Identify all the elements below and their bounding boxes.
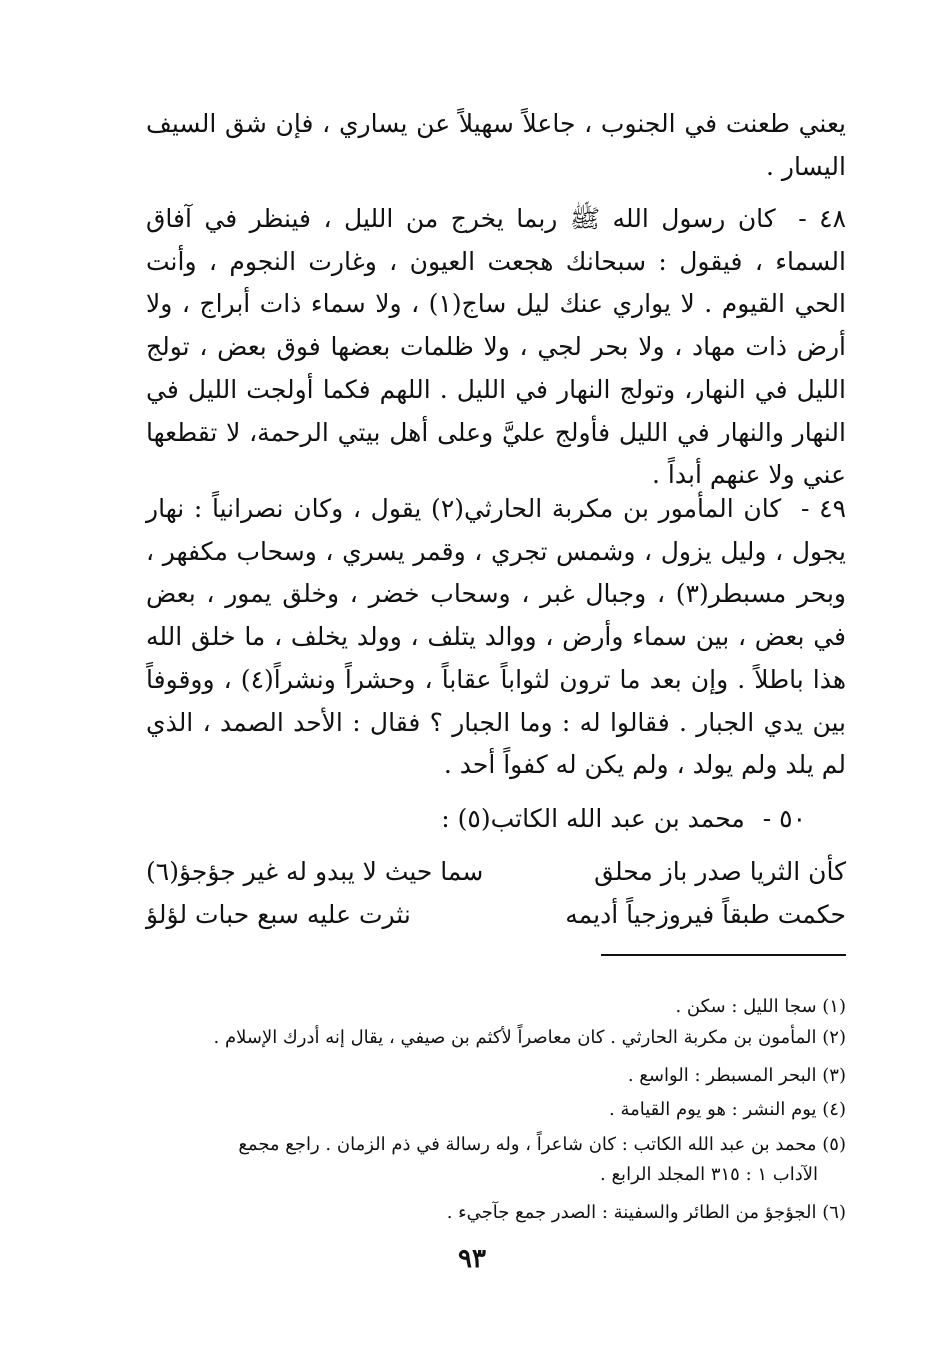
paragraph-text: محمد بن عبد الله الكاتب(٥) : [441, 804, 745, 833]
footnote-text: يوم النشر : هو يوم القيامة . [609, 1099, 817, 1120]
footnote-continuation [146, 1160, 846, 1190]
footnote-separator [601, 954, 846, 956]
entry-number: ٤٩ - [800, 494, 846, 523]
paragraph-text: كان المأمور بن مكربة الحارثي(٢) يقول ، وكان نصرانياً : نهار يجول ، وليل يزول ، وشمس تجري ، وقمر يسري ، وسحاب مكفهر ، وبحر مسبطر(٣) ، وجبال غبر ، وسحاب خضر ، وخلق يمور ، بعض في بعض ، بين سماء وأرض ، ووالد يتلف ، وولد يخلف ، ما خلق الله هذا باطلاً . وإن بعد ما ترون لثواباً عقاباً ، وحشراً ونشراً(٤) ، ووقوفاً بين يدي الجبار . فقالوا له : وما الجبار ؟ فقال : الأحد الصمد ، الذي لم يلد ولم يولد ، ولم يكن له كفواً أحد . [146, 494, 846, 780]
footnote-number: (٦) [822, 1202, 846, 1223]
verse-second-hemistich: نثرت عليه سبع حبات لؤلؤ [146, 900, 411, 929]
footnote-number: (٤) [822, 1099, 846, 1120]
footnote-text: محمد بن عبد الله الكاتب : كان شاعراً ، وله رسالة في ذم الزمان . راجع مجمع [238, 1134, 817, 1155]
footnote-number: (٣) [822, 1065, 846, 1086]
verse-first-hemistich: حكمت طبقاً فيروزجياً أديمه [565, 900, 846, 929]
paragraph-text: كان رسول الله ﷺ ربما يخرج من الليل ، فينظر في آفاق السماء ، فيقول : سبحانك هجعت العيون ، وغارت النجوم ، وأنت الحي القيوم . لا يواري عنك ليل ساج(١) ، ولا سماء ذات أبراج ، ولا أرض ذات مهاد ، ولا بحر لجي ، ولا ظلمات بعضها فوق بعض ، تولج الليل في النهار، وتولج النهار في الليل . اللهم فكما أولجت الليل في النهار والنهار في الليل فأولج عليَّ وعلى أهل بيتي الرحمة، لا تقطعها عني ولا عنهم أبداً . [146, 204, 847, 490]
footnote [146, 1130, 846, 1160]
verse-first-hemistich: كأن الثريا صدر باز محلق [594, 857, 846, 886]
page-number: ٩٣ [458, 1244, 486, 1274]
footnote-text: سجا الليل : سكن . [675, 996, 817, 1017]
footnote [146, 992, 846, 1022]
verse-second-hemistich: سما حيث لا يبدو له غير جؤجؤ(٦) [146, 857, 484, 886]
footnote-number: (١) [822, 996, 846, 1017]
footnote-number: (٢) [822, 1027, 846, 1048]
footnote-number: (٥) [822, 1134, 846, 1155]
entry-number: ٥٠ - [762, 804, 806, 833]
footnote [146, 1198, 846, 1228]
footnote-text: البحر المسبطر : الواسع . [627, 1065, 817, 1086]
entry-49 [146, 488, 846, 787]
footnote-text: المأمون بن مكربة الحارثي . كان معاصراً لأكثم بن صيفي ، يقال إنه أدرك الإسلام . [213, 1027, 817, 1048]
entry-50 [146, 798, 846, 841]
footnote-text-continued: الآداب ١ : ٣١٥ المجلد الرابع . [600, 1164, 818, 1185]
paragraph-text: يعني طعنت في الجنوب ، جاعلاً سهيلاً عن يساري ، فإن شق السيف اليسار . [146, 109, 846, 181]
intro-paragraph [146, 103, 846, 188]
footnote [146, 1023, 846, 1053]
entry-48 [146, 198, 846, 497]
footnote [146, 1095, 846, 1125]
footnote-text: الجؤجؤ من الطائر والسفينة : الصدر جمع جآجيء . [446, 1202, 817, 1223]
footnote [146, 1061, 846, 1091]
entry-number: ٤٨ - [798, 204, 846, 233]
